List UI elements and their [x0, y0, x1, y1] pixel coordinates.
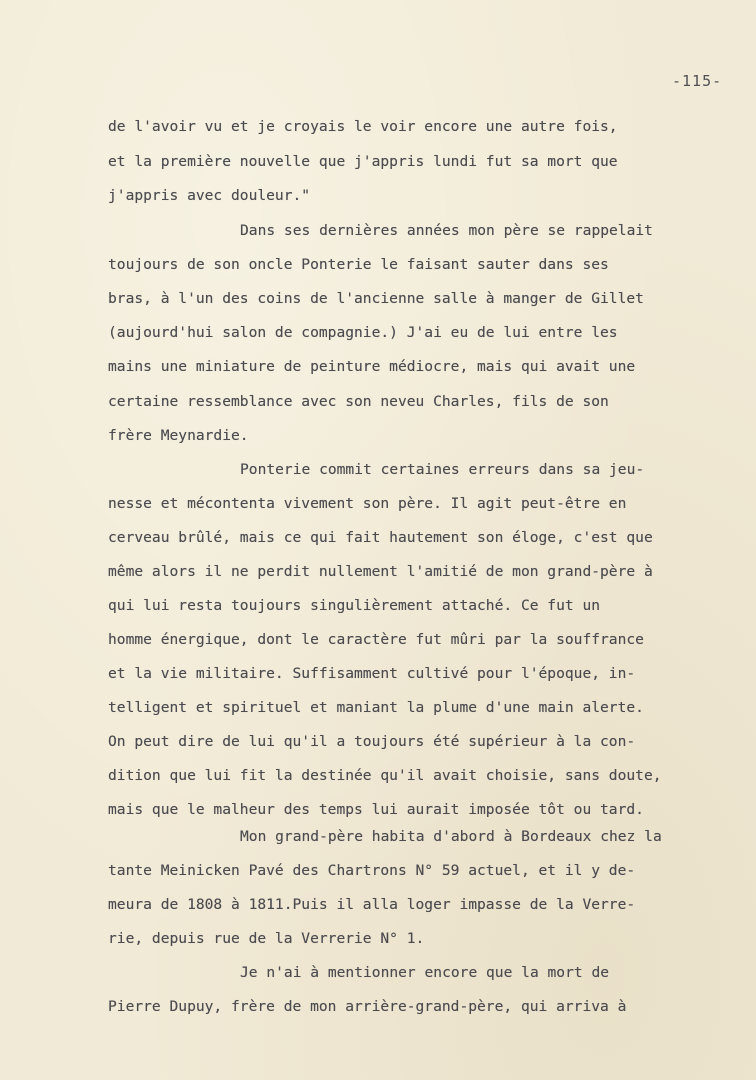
text-line: mains une miniature de peinture médiocre, mais qui avait une	[108, 358, 636, 375]
text-line: j'appris avec douleur."	[108, 187, 311, 204]
text-line: (aujourd'hui salon de compagnie.) J'ai eu de lui entre les	[108, 324, 618, 341]
text-line: meura de 1808 à 1811.Puis il alla loger impasse de la Verre-	[108, 896, 636, 913]
text-line: de l'avoir vu et je croyais le voir encore une autre fois,	[108, 118, 618, 135]
text-line: tante Meinicken Pavé des Chartrons N° 59 actuel, et il y de-	[108, 862, 636, 879]
text-line: bras, à l'un des coins de l'ancienne salle à manger de Gillet	[108, 290, 644, 307]
text-line: On peut dire de lui qu'il a toujours été supérieur à la con-	[108, 733, 636, 750]
text-line: cerveau brûlé, mais ce qui fait hautement son éloge, c'est que	[108, 529, 653, 546]
text-line: et la vie militaire. Suffisamment cultivé pour l'époque, in-	[108, 665, 636, 682]
text-line: toujours de son oncle Ponterie le faisant sauter dans ses	[108, 256, 609, 273]
text-line: nesse et mécontenta vivement son père. Il agit peut-être en	[108, 495, 627, 512]
paragraph-start-line: Dans ses dernières années mon père se rappelait	[240, 222, 653, 239]
paragraph-start-line: Ponterie commit certaines erreurs dans sa jeu-	[240, 461, 645, 478]
text-line: rie, depuis rue de la Verrerie N° 1.	[108, 930, 425, 947]
text-line: même alors il ne perdit nullement l'amitié de mon grand-père à	[108, 563, 653, 580]
page-number: -115-	[672, 72, 723, 90]
text-line: homme énergique, dont le caractère fut mûri par la souffrance	[108, 631, 644, 648]
text-line: et la première nouvelle que j'appris lundi fut sa mort que	[108, 153, 618, 170]
paragraph-start-line: Mon grand-père habita d'abord à Bordeaux chez la	[240, 828, 662, 845]
text-line: certaine ressemblance avec son neveu Charles, fils de son	[108, 393, 609, 410]
text-line: Pierre Dupuy, frère de mon arrière-grand-père, qui arriva à	[108, 998, 627, 1015]
text-line: dition que lui fit la destinée qu'il avait choisie, sans doute,	[108, 767, 662, 784]
text-line: mais que le malheur des temps lui aurait imposée tôt ou tard.	[108, 801, 644, 818]
text-line: telligent et spirituel et maniant la plume d'une main alerte.	[108, 699, 644, 716]
text-line: frère Meynardie.	[108, 427, 249, 444]
paragraph-start-line: Je n'ai à mentionner encore que la mort de	[240, 964, 610, 981]
text-line: qui lui resta toujours singulièrement attaché. Ce fut un	[108, 597, 601, 614]
